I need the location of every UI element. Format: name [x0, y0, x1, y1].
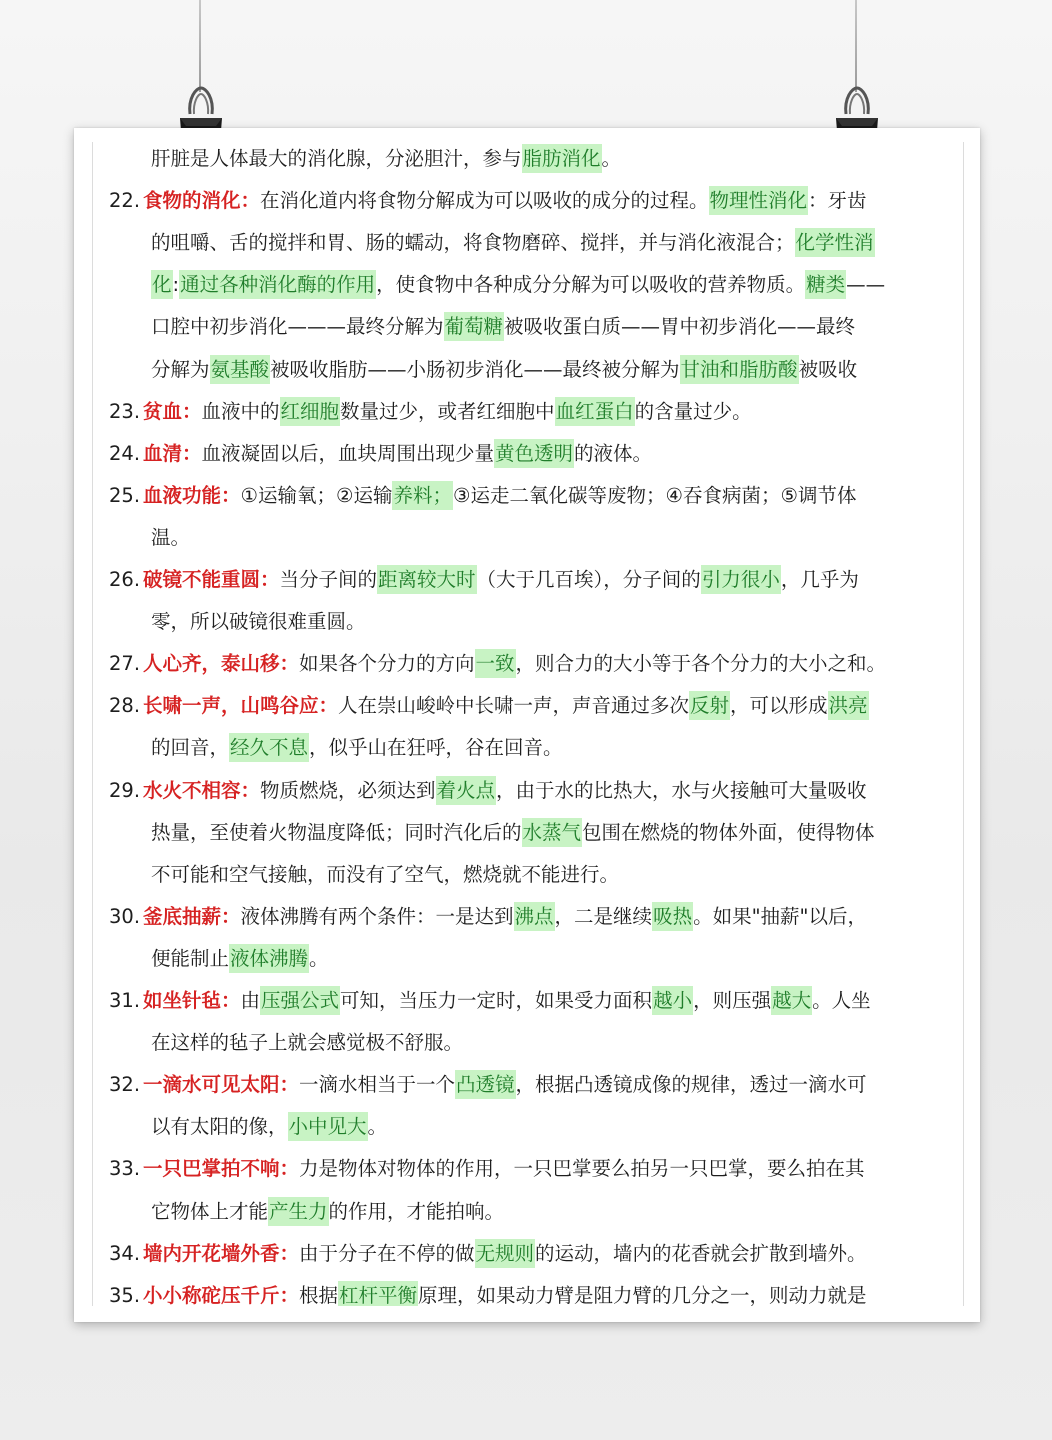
body-text: 被吸收蛋白质——胃中初步消化——最终 — [504, 315, 856, 339]
item-number: 32. — [109, 1073, 141, 1097]
body-text: 的液体。 — [574, 441, 653, 465]
body-text: 数量过少，或者红细胞中 — [340, 399, 555, 423]
text-line — [151, 306, 855, 348]
body-text: 的作用，才能拍响。 — [328, 1199, 505, 1223]
body-text: 被吸收脂肪——小肠初步消化——最终被分解为 — [270, 357, 680, 381]
text-line — [143, 391, 752, 433]
body-text: 血液凝固以后，血块周围出现少量 — [201, 441, 495, 465]
text-line — [143, 896, 867, 938]
body-text: 。 — [367, 1115, 388, 1139]
item-number: 30. — [109, 904, 141, 928]
body-text: 热量，至使着火物温度降低；同时汽化后的 — [151, 820, 522, 844]
body-text: 肝脏是人体最大的消化腺，分泌胆汁，参与 — [151, 147, 522, 170]
term-heading: 一滴水可见太阳： — [143, 1073, 300, 1097]
body-text: 由 — [240, 989, 261, 1012]
highlighted-keyword: 氨基酸 — [210, 355, 271, 384]
hanging-string-right — [855, 0, 857, 92]
highlighted-keyword: 一致 — [475, 649, 516, 678]
term-heading: 人心齐，泰山移： — [143, 652, 300, 676]
body-text: ，可以形成 — [730, 694, 828, 718]
body-text: 口腔中初步消化———最终分解为 — [151, 315, 444, 339]
text-line — [151, 349, 857, 391]
highlighted-keyword: 压强公式 — [260, 986, 340, 1015]
body-text: 在消化道内将食物分解成为可以吸收的成分的过程。 — [260, 189, 709, 213]
body-text: 可知，当压力一定时，如果受力面积 — [340, 989, 653, 1012]
text-line — [151, 222, 875, 264]
highlighted-keyword: 杠杆平衡 — [338, 1281, 418, 1306]
highlighted-keyword: 通过各种消化酶的作用 — [179, 270, 376, 299]
text-line — [143, 433, 652, 475]
highlighted-keyword: 化 — [151, 270, 173, 299]
body-text: 液体沸腾有两个条件：一是达到 — [240, 904, 514, 928]
body-text: 的运动，墙内的花香就会扩散到墙外。 — [535, 1241, 867, 1265]
body-text: ③运走二氧化碳等废物；④吞食病菌；⑤调节体 — [453, 483, 857, 507]
item-number: 35. — [109, 1283, 141, 1306]
body-text: 血液中的 — [201, 399, 280, 423]
highlighted-keyword: 水蒸气 — [522, 818, 583, 847]
term-heading: 长啸一声，山鸣谷应： — [143, 694, 339, 718]
highlighted-keyword: 液体沸腾 — [229, 944, 309, 973]
item-number: 27. — [109, 652, 141, 676]
term-heading: 食物的消化： — [143, 189, 261, 213]
text-line — [143, 475, 856, 517]
term-heading: 血液功能： — [143, 483, 241, 507]
term-heading: 小小称砣压千斤： — [143, 1283, 300, 1306]
item-number: 31. — [109, 989, 141, 1012]
item-number: 28. — [109, 694, 141, 718]
body-text: （大于几百埃），分子间的 — [476, 568, 701, 591]
text-line — [151, 812, 875, 854]
item-number: 29. — [109, 778, 141, 802]
body-text: 由于分子在不停的做 — [299, 1241, 475, 1265]
body-text: 包围在燃烧的物体外面，使得物体 — [582, 820, 875, 844]
highlighted-keyword: 引力很小 — [701, 565, 781, 594]
body-text: —— — [846, 273, 886, 297]
text-line — [151, 1022, 463, 1064]
body-text: 当分子间的 — [279, 568, 378, 591]
highlighted-keyword: 反射 — [689, 691, 730, 720]
highlighted-keyword: 沸点 — [514, 902, 555, 931]
term-heading: 水火不相容： — [143, 778, 261, 802]
term-heading: 血清： — [143, 441, 202, 465]
body-text: 。 — [309, 946, 329, 970]
highlighted-keyword: 黄色透明 — [494, 439, 574, 468]
text-line — [151, 601, 366, 643]
item-number: 23. — [109, 399, 141, 423]
term-heading: 一只巴掌拍不响： — [143, 1157, 300, 1181]
highlighted-keyword: 距离较大时 — [377, 565, 477, 594]
body-text: 原理，如果动力臂是阻力臂的几分之一，则动力就是 — [418, 1283, 867, 1306]
highlighted-keyword: 红细胞 — [280, 397, 341, 426]
body-text: ，使食物中各种成分分解为可以吸收的营养物质。 — [376, 273, 806, 297]
highlighted-keyword: 吸热 — [652, 902, 693, 931]
body-text: 。如果"抽薪"以后， — [693, 904, 868, 928]
body-text: 以有太阳的像， — [151, 1115, 288, 1139]
body-text: 物质燃烧，必须达到 — [260, 778, 436, 802]
highlighted-keyword: 甘油和脂肪酸 — [680, 355, 799, 384]
body-text: 。人坐 — [812, 989, 871, 1012]
term-heading: 贫血： — [143, 399, 202, 423]
highlighted-keyword: 无规则 — [475, 1239, 536, 1268]
highlighted-keyword: 产生力 — [268, 1197, 329, 1226]
body-text: ，由于水的比热大，水与火接触可大量吸收 — [496, 778, 867, 802]
highlighted-keyword: 越小 — [652, 986, 693, 1015]
body-text: 一滴水相当于一个 — [299, 1073, 456, 1097]
text-line — [151, 938, 329, 980]
highlighted-keyword: 凸透镜 — [455, 1070, 516, 1099]
highlighted-keyword: 葡萄糖 — [444, 312, 505, 341]
text-line — [143, 1148, 865, 1190]
text-line — [143, 980, 871, 1022]
highlighted-keyword: 化学性消 — [795, 228, 875, 257]
body-text: 力是物体对物体的作用，一只巴掌要么拍另一只巴掌，要么拍在其 — [299, 1157, 865, 1181]
body-text: 便能制止 — [151, 946, 230, 970]
item-number: 24. — [109, 441, 141, 465]
text-line — [143, 1275, 867, 1306]
highlighted-keyword: 小中见大 — [288, 1112, 368, 1141]
body-text: 被吸收 — [798, 357, 858, 381]
body-text: ，根据凸透镜成像的规律，透过一滴水可 — [515, 1073, 867, 1097]
item-number: 22. — [109, 189, 141, 213]
body-text: 零，所以破镜很难重圆。 — [151, 610, 366, 634]
body-text: 根据 — [299, 1283, 339, 1306]
body-text: 的含量过少。 — [634, 399, 752, 423]
term-heading: 如坐针毡： — [143, 989, 241, 1012]
highlighted-keyword: 脂肪消化 — [522, 144, 602, 173]
body-text: ①运输氧；②运输 — [240, 483, 393, 507]
paper-sheet — [74, 128, 980, 1322]
highlighted-keyword: 经久不息 — [229, 733, 309, 762]
text-line — [143, 180, 867, 222]
body-text: 它物体上才能 — [151, 1199, 269, 1223]
text-line — [143, 770, 867, 812]
item-number: 26. — [109, 568, 141, 591]
highlighted-keyword: 血红蛋白 — [555, 397, 635, 426]
text-line — [151, 727, 563, 769]
body-text: ，几乎为 — [780, 568, 859, 591]
term-heading: 墙内开花墙外香： — [143, 1241, 300, 1265]
text-line — [151, 517, 190, 559]
item-number: 34. — [109, 1241, 141, 1265]
body-text: ：牙齿 — [808, 189, 867, 213]
item-number: 33. — [109, 1157, 141, 1181]
body-text: 分解为 — [151, 357, 210, 381]
body-text: 在这样的毡子上就会感觉极不舒服。 — [151, 1031, 464, 1055]
body-text: ，则压强 — [693, 989, 772, 1012]
body-text: ，二是继续 — [554, 904, 653, 928]
text-line — [151, 1106, 387, 1148]
hanging-string-left — [199, 0, 201, 92]
body-text: ，则合力的大小等于各个分力的大小之和。 — [515, 652, 887, 676]
body-text: 不可能和空气接触，而没有了空气，燃烧就不能进行。 — [151, 862, 620, 886]
text-line — [143, 685, 869, 727]
highlighted-keyword: 糖类 — [805, 270, 846, 299]
body-text: 的回音， — [151, 736, 230, 760]
term-heading: 釜底抽薪： — [143, 904, 241, 928]
highlighted-keyword: 越大 — [771, 986, 812, 1015]
text-line — [143, 1064, 867, 1106]
text-line — [151, 854, 619, 896]
page-frame — [92, 142, 964, 1306]
text-line — [143, 559, 859, 601]
body-text: 温。 — [151, 525, 191, 549]
body-text: : — [172, 273, 180, 297]
text-line — [143, 643, 886, 685]
highlighted-keyword: 物理性消化 — [709, 186, 809, 215]
term-heading: 破镜不能重圆： — [143, 568, 280, 591]
text-line — [151, 142, 621, 180]
highlighted-keyword: 洪亮 — [828, 691, 869, 720]
text-line — [151, 264, 885, 306]
text-line — [151, 1191, 504, 1233]
body-text: 。 — [601, 147, 622, 170]
highlighted-keyword: 养料； — [392, 481, 453, 510]
highlighted-keyword: 着火点 — [436, 776, 497, 805]
text-line — [143, 1233, 867, 1275]
body-text: 如果各个分力的方向 — [299, 652, 475, 676]
body-text: 人在崇山峻岭中长啸一声，声音通过多次 — [338, 694, 690, 718]
body-text: ，似乎山在狂呼，谷在回音。 — [309, 736, 563, 760]
item-number: 25. — [109, 483, 141, 507]
body-text: 的咀嚼、舌的搅拌和胃、肠的蠕动，将食物磨碎、搅拌，并与消化液混合； — [151, 231, 795, 255]
